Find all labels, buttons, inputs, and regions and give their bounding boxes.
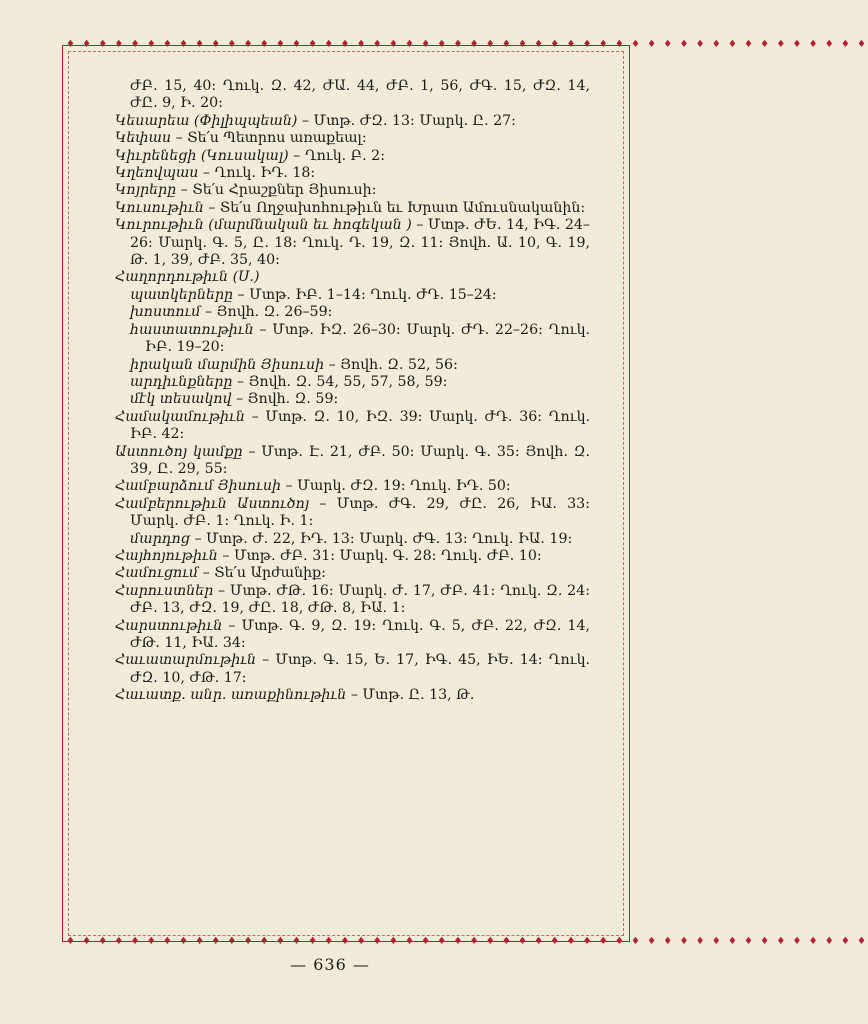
index-entry [115,357,590,374]
index-keyword: Կեսարեա (Փիլիպպեան) [115,112,298,129]
index-entry [115,478,590,495]
index-entry [115,548,590,565]
index-entry [115,200,590,217]
index-entry [115,148,590,165]
index-references: – Մտթ. Է. 21, ԺԲ. 50: Մարկ. Գ. 35: Յովհ. Զ. 39, Ը. 29, 55: [130,443,590,477]
index-keyword: Համբերութիւն Աստուծոյ [115,495,310,512]
index-references: – Մտթ. Գ. 9, Զ. 19: Ղուկ. Գ. 5, ԺԲ. 22, ԺԶ. 14, ԺԹ. 11, ԻԱ. 34: [130,617,590,651]
index-references: – Ղուկ. ԻԴ. 18: [198,165,316,182]
index-references: – Մտթ. ԻԲ. 1–14: Ղուկ. ԺԴ. 15–24: [233,286,497,303]
index-keyword: Կիւրենեցի (Կուսակալ) [115,147,289,164]
index-references: – Ղուկ. Բ. 2: [288,147,385,164]
index-references: – Մտթ. ԺԳ. 29, ԺԸ. 26, ԻԱ. 33: Մարկ. ԺԲ. 1: Ղուկ. Ի. 1: [130,495,590,530]
index-entry [115,687,590,704]
index-keyword: մարդոց [130,530,190,547]
index-entry [115,130,590,147]
index-keyword: Համակամութիւն [115,408,245,425]
index-entry [115,269,590,286]
index-entry [115,217,590,269]
index-references: – Յովհ. Զ. 59: [231,391,339,408]
index-keyword: Աստուծոյ կամքը [115,443,243,460]
index-keyword: Հաւատարմութիւն [115,652,257,669]
index-keyword: Հայհոյութիւն [115,547,218,564]
bottom-ornament: ♦ ♦ ♦ ♦ ♦ ♦ ♦ ♦ ♦ ♦ ♦ ♦ ♦ ♦ ♦ ♦ ♦ ♦ ♦ ♦ ♦ ♦ ♦ ♦ ♦ ♦ ♦ ♦ ♦ ♦ ♦ ♦ ♦ ♦ ♦ ♦ ♦ ♦ ♦ ♦ ♦ ♦ ♦ ♦ ♦ ♦ ♦ ♦ ♦ ♦ [66,936,868,947]
index-keyword: խոստում [130,304,201,321]
index-entry [115,496,590,531]
top-ornament: ♦ ♦ ♦ ♦ ♦ ♦ ♦ ♦ ♦ ♦ ♦ ♦ ♦ ♦ ♦ ♦ ♦ ♦ ♦ ♦ ♦ ♦ ♦ ♦ ♦ ♦ ♦ ♦ ♦ ♦ ♦ ♦ ♦ ♦ ♦ ♦ ♦ ♦ ♦ ♦ ♦ ♦ ♦ ♦ ♦ ♦ ♦ ♦ ♦ ♦ [66,39,868,50]
index-entry [115,304,590,321]
index-keyword: Կուրութիւն (մարմնական եւ հոգեկան ) [115,217,412,234]
index-references: – Մարկ. ԺԶ. 19: Ղուկ. ԻԴ. 50: [281,478,511,495]
index-entry [115,583,590,618]
index-references: – Մտթ. Գ. 15, Ե. 17, ԻԳ. 45, ԻԵ. 14: Ղուկ. ԺԶ. 10, ԺԹ. 17: [130,652,590,686]
index-references: – Յովհ. Զ. 52, 56: [324,356,458,373]
index-keyword: Կեփաս [115,130,172,147]
index-entry [115,287,590,304]
index-entry [115,391,590,408]
index-keyword: արդիւնքները [130,373,233,390]
index-entry [115,531,590,548]
index-keyword: Կոյրերը [115,182,177,199]
index-references: – Մտթ. Զ. 10, ԻԶ. 39: Մարկ. ԺԴ. 36: Ղուկ. ԻԲ. 42: [130,408,590,443]
index-references: – Տե՛ս Ողջախոհութիւն եւ Խրատ Ամուսնականին: [203,199,586,216]
index-keyword: մէկ տեսակով [130,391,232,408]
index-references: ԺԲ. 15, 40: Ղուկ. Զ. 42, ԺԱ. 44, ԺԲ. 1, 56, ԺԳ. 15, ԺԶ. 14, ԺԸ. 9, Ի. 20: [130,78,590,112]
index-entry [115,374,590,391]
index-entry [115,322,590,357]
index-keyword: հաստատութիւն [130,321,254,338]
index-entry [115,652,590,687]
index-keyword: Համուցում [115,565,199,582]
index-keyword: Հարուստներ [115,582,214,599]
index-keyword: Համբարձում Յիսուսի [115,478,281,495]
index-entry [115,565,590,582]
index-references: – Մտթ. ԺԲ. 31: Մարկ. Գ. 28: Ղուկ. ԺԲ. 10: [217,547,542,564]
index-references: – Յովհ. Զ. 26–59: [200,304,333,321]
index-entry [115,409,590,444]
index-references: – Մտթ. Ժ. 22, ԻԴ. 13: Մարկ. ԺԳ. 13: Ղուկ. ԻԱ. 19: [189,530,573,547]
index-references: – Տե՛ս Արժանիք: [198,565,326,582]
index-keyword: Հաղորդութիւն (Ս.) [115,269,260,286]
index-references: – Տե՛ս Հրաշքներ Յիսուսի: [176,182,377,199]
index-references: – Մտթ. ԺԵ. 14, ԻԳ. 24–26: Մարկ. Գ. 5, Ը. 18: Ղուկ. Դ. 19, Զ. 11: Յովհ. Ա. 10, Գ. 19, Թ. 1, 39, ԺԲ. 35, 40: [130,217,590,269]
index-keyword: Հարստութիւն [115,617,223,634]
index-entry [115,165,590,182]
index-keyword: Կղեովպաս [115,165,199,182]
index-keyword: Հաւատք. անր. առաքինութիւն [115,687,347,704]
index-references: – Մտթ. ԻԶ. 26–30: Մարկ. ԺԴ. 22–26: Ղուկ. ԻԲ. 19–20: [145,321,590,356]
index-text [115,78,590,705]
index-references: – Մտթ. ԺԹ. 16: Մարկ. Ժ. 17, ԺԲ. 41: Ղուկ. Զ. 24: ԺԲ. 13, ԺԶ. 19, ԺԸ. 18, ԺԹ. 8, ԻԱ. 1: [130,582,590,617]
index-entry [115,618,590,653]
page-number: — 636 — [290,955,370,974]
index-entry [115,444,590,479]
index-references: – Տե՛ս Պետրոս առաքեալ: [171,130,367,147]
index-references: – Յովհ. Զ. 54, 55, 57, 58, 59: [232,373,448,390]
index-keyword: պատկերները [130,286,234,303]
index-entry [115,78,590,113]
index-keyword: Կուսութիւն [115,199,204,216]
index-entry [115,113,590,130]
index-keyword: իրական մարմին Յիսուսի [130,356,325,373]
index-references: – Մտթ. ԺԶ. 13: Մարկ. Ը. 27: [297,112,516,129]
index-references: – Մտթ. Ը. 13, Թ. [346,687,475,704]
index-entry [115,182,590,199]
